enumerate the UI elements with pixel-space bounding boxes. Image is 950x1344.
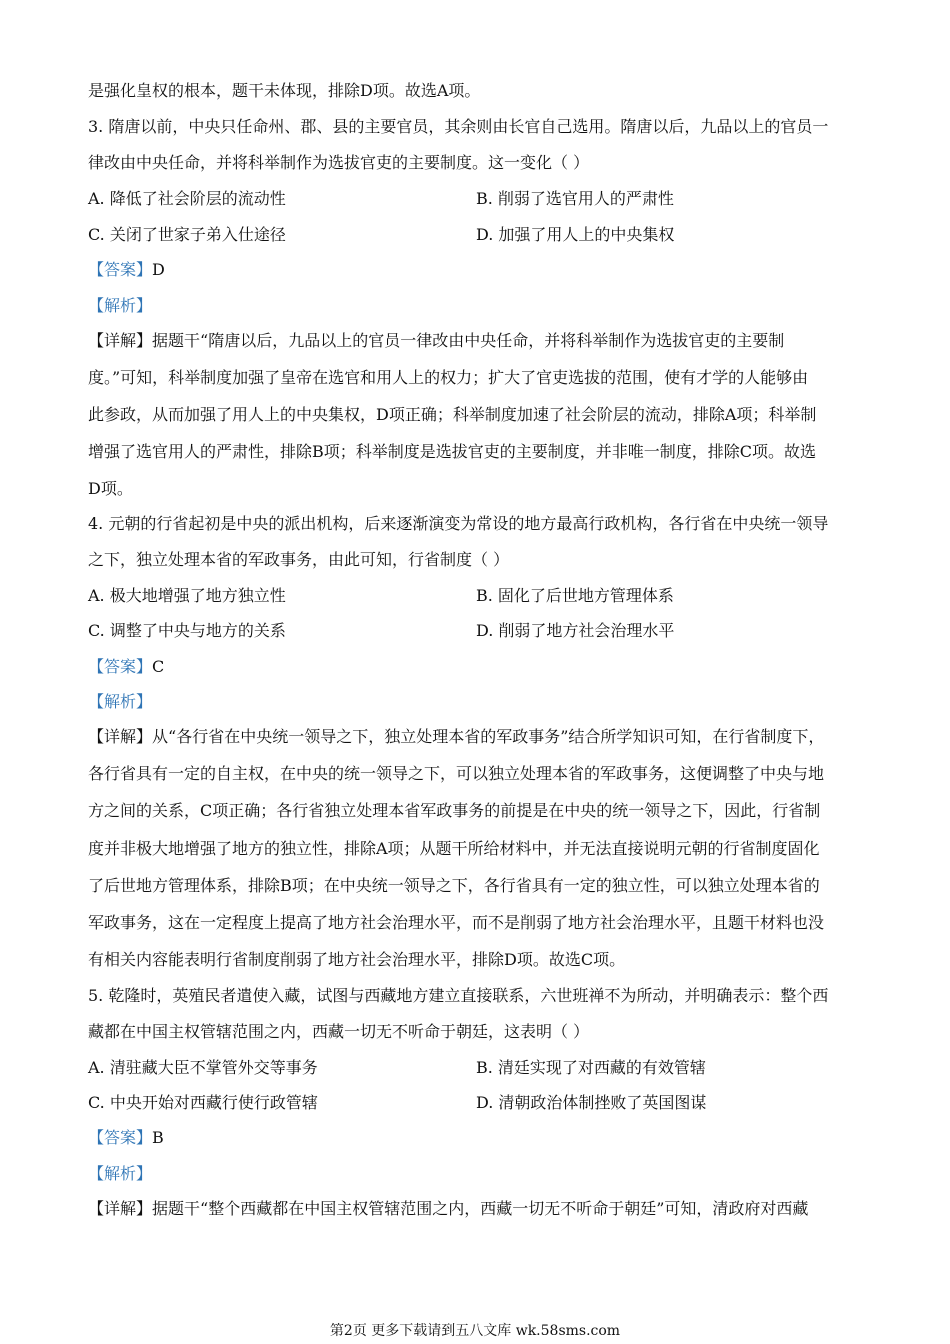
question-3-option-a: A. 降低了社会阶层的流动性 [88,189,286,208]
question-5-stem-line-1: 5. 乾隆时，英殖民者遣使入藏，试图与西藏地方建立直接联系，六世班禅不为所动，并明确表示：整个西 [88,986,829,1005]
question-5-detail-line-1: 【详解】据题干“整个西藏都在中国主权管辖范围之内，西藏一切无不听命于朝廷”可知，清政府对西藏 [88,1199,809,1218]
page-footer: 第2页 更多下载请到五八文库 wk.58sms.com [329,1323,621,1339]
question-4-option-b: B. 固化了后世地方管理体系 [476,586,674,605]
question-4-detail-line-5: 了后世地方管理体系，排除B项；在中央统一领导之下，各行省具有一定的独立性，可以独立处理本省的 [88,876,820,895]
question-3-option-c: C. 关闭了世家子弟入仕途径 [88,225,286,244]
answer-label: 【答案】 [88,1128,153,1147]
question-3-detail-line-3: 此参政，从而加强了用人上的中央集权，D项正确；科举制度加速了社会阶层的流动，排除A项；科举制 [88,405,817,424]
answer-value: B [152,1128,164,1147]
analysis-label: 【解析】 [88,1164,153,1183]
detail-label: 【详解】 [88,331,153,350]
question-3-detail-line-1: 【详解】据题干“隋唐以后，九品以上的官员一律改由中央任命，并将科举制作为选拔官吏的主要制 [88,331,785,350]
answer-value: C [152,657,165,676]
analysis-label: 【解析】 [88,296,153,315]
detail-label: 【详解】 [88,727,153,746]
question-4-detail-line-6: 军政事务，这在一定程度上提高了地方社会治理水平，而不是削弱了地方社会治理水平，且题干材料也没 [88,913,825,932]
question-3-stem-line-2: 律改由中央任命，并将科举制作为选拔官吏的主要制度。这一变化（ ） [88,153,590,172]
question-3-option-d: D. 加强了用人上的中央集权 [476,225,675,244]
answer-label: 【答案】 [88,260,153,279]
question-4-detail-line-2: 各行省具有一定的自主权，在中央的统一领导之下，可以独立处理本省的军政事务，这便调整了中央与地 [88,764,825,783]
question-4-answer [88,657,164,677]
question-3-answer [88,260,165,280]
question-4-stem-line-2: 之下，独立处理本省的军政事务，由此可知，行省制度（ ） [88,550,510,569]
question-4-detail-line-1: 【详解】从“各行省在中央统一领导之下，独立处理本省的军政事务”结合所学知识可知，在行省制度下， [88,727,825,746]
question-4-option-a: A. 极大地增强了地方独立性 [88,586,286,605]
question-3-detail-line-4: 增强了选官用人的严肃性，排除B项；科举制度是选拔官吏的主要制度，并非唯一制度，排除C项。故选 [88,442,817,461]
question-3-option-b: B. 削弱了选官用人的严肃性 [476,189,674,208]
question-5-answer [88,1128,164,1148]
question-4-stem-line-1: 4. 元朝的行省起初是中央的派出机构，后来逐渐演变为常设的地方最高行政机构，各行省在中央统一领导 [88,514,829,533]
question-5-option-a: A. 清驻藏大臣不掌管外交等事务 [88,1058,318,1077]
analysis-label: 【解析】 [88,692,153,711]
question-5-stem-line-2: 藏都在中国主权管辖范围之内，西藏一切无不听命于朝廷，这表明（ ） [88,1022,590,1041]
answer-label: 【答案】 [88,657,153,676]
question-3-detail-line-5: D项。 [88,479,133,498]
question-4-option-d: D. 削弱了地方社会治理水平 [476,621,675,640]
question-4-detail-line-7: 有相关内容能表明行省制度削弱了地方社会治理水平，排除D项。故选C项。 [88,950,626,969]
detail-label: 【详解】 [88,1199,153,1218]
question-4-detail-line-3: 方之间的关系，C项正确；各行省独立处理本省军政事务的前提是在中央的统一领导之下，因此，行省制 [88,801,821,820]
question-3-stem-line-1: 3. 隋唐以前，中央只任命州、郡、县的主要官员，其余则由长官自己选用。隋唐以后，九品以上的官员一 [88,117,829,136]
question-3-detail-line-2: 度。”可知，科举制度加强了皇帝在选官和用人上的权力；扩大了官吏选拔的范围，使有才学的人能够由 [88,368,809,387]
question-5-option-c: C. 中央开始对西藏行使行政管辖 [88,1093,318,1112]
answer-value: D [152,260,165,279]
question-5-option-b: B. 清廷实现了对西藏的有效管辖 [476,1058,706,1077]
question-4-detail-line-4: 度并非极大地增强了地方的独立性，排除A项；从题干所给材料中，并无法直接说明元朝的行省制度固化 [88,839,820,858]
paragraph-line: 是强化皇权的根本，题干未体现，排除D项。故选A项。 [88,81,481,100]
question-5-option-d: D. 清朝政治体制挫败了英国图谋 [476,1093,707,1112]
question-4-option-c: C. 调整了中央与地方的关系 [88,621,286,640]
